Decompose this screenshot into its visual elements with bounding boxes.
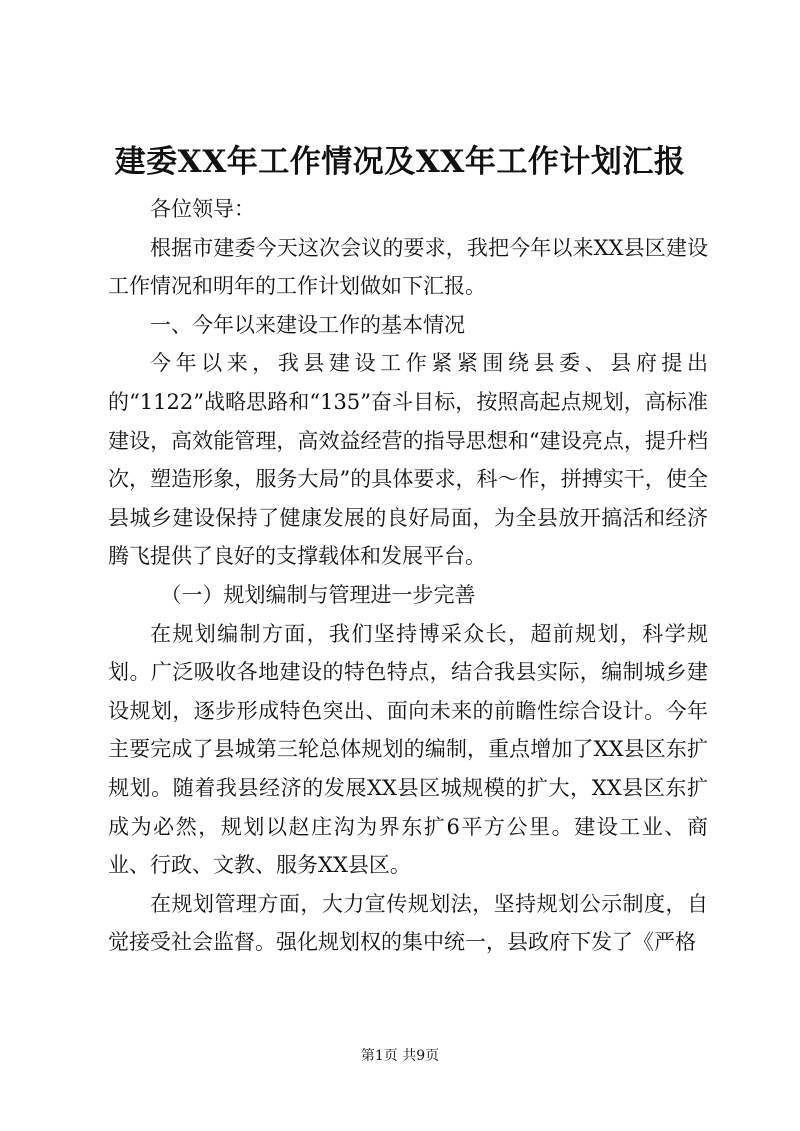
planning-management-paragraph: 在规划管理方面，大力宣传规划法，坚持规划公示制度，自觉接受社会监督。强化规划权的集中统一，县政府下发了《严格 [108,891,708,955]
section-heading-1: 一、今年以来建设工作的基本情况 [150,312,465,337]
subsection-heading-1: （一）规划编制与管理进一步完善 [160,582,476,607]
planning-compilation-paragraph: 在规划编制方面，我们坚持博采众长，超前规划，科学规划。广泛吸收各地建设的特色特点，结合我县实际，编制城乡建设规划，逐步形成特色突出、面向未来的前瞻性综合设计。今年主要完成了县城第三轮总体规划的编制，重点增加了XX县区东扩规划。随着我县经济的发展XX县区城规模的扩大，XX县区东扩成为必然，规划以赵庄沟为界东扩6平方公里。建设工业、商业、行政、文教、服务XX县区。 [108,621,708,878]
salutation: 各位领导： [150,197,255,221]
page-footer: 第1页 共9页 [360,1048,440,1064]
overview-paragraph: 今年以来，我县建设工作紧紧围绕县委、县府提出的“1122”战略思路和“135”奋斗目标，按照高起点规划，高标准建设，高效能管理，高效益经营的指导思想和“建设亮点，提升档次，塑造形象，服务大局”的具体要求，科～作，拼搏实干，使全县城乡建设保持了健康发展的良好局面，为全县放开搞活和经济腾飞提供了良好的支撑载体和发展平台。 [108,351,708,569]
document-body [108,190,708,962]
intro-paragraph: 根据市建委今天这次会议的要求，我把今年以来XX县区建设工作情况和明年的工作计划做如下汇报。 [108,235,708,299]
document-title: 建委XX年工作情况及XX年工作计划汇报 [114,144,686,180]
